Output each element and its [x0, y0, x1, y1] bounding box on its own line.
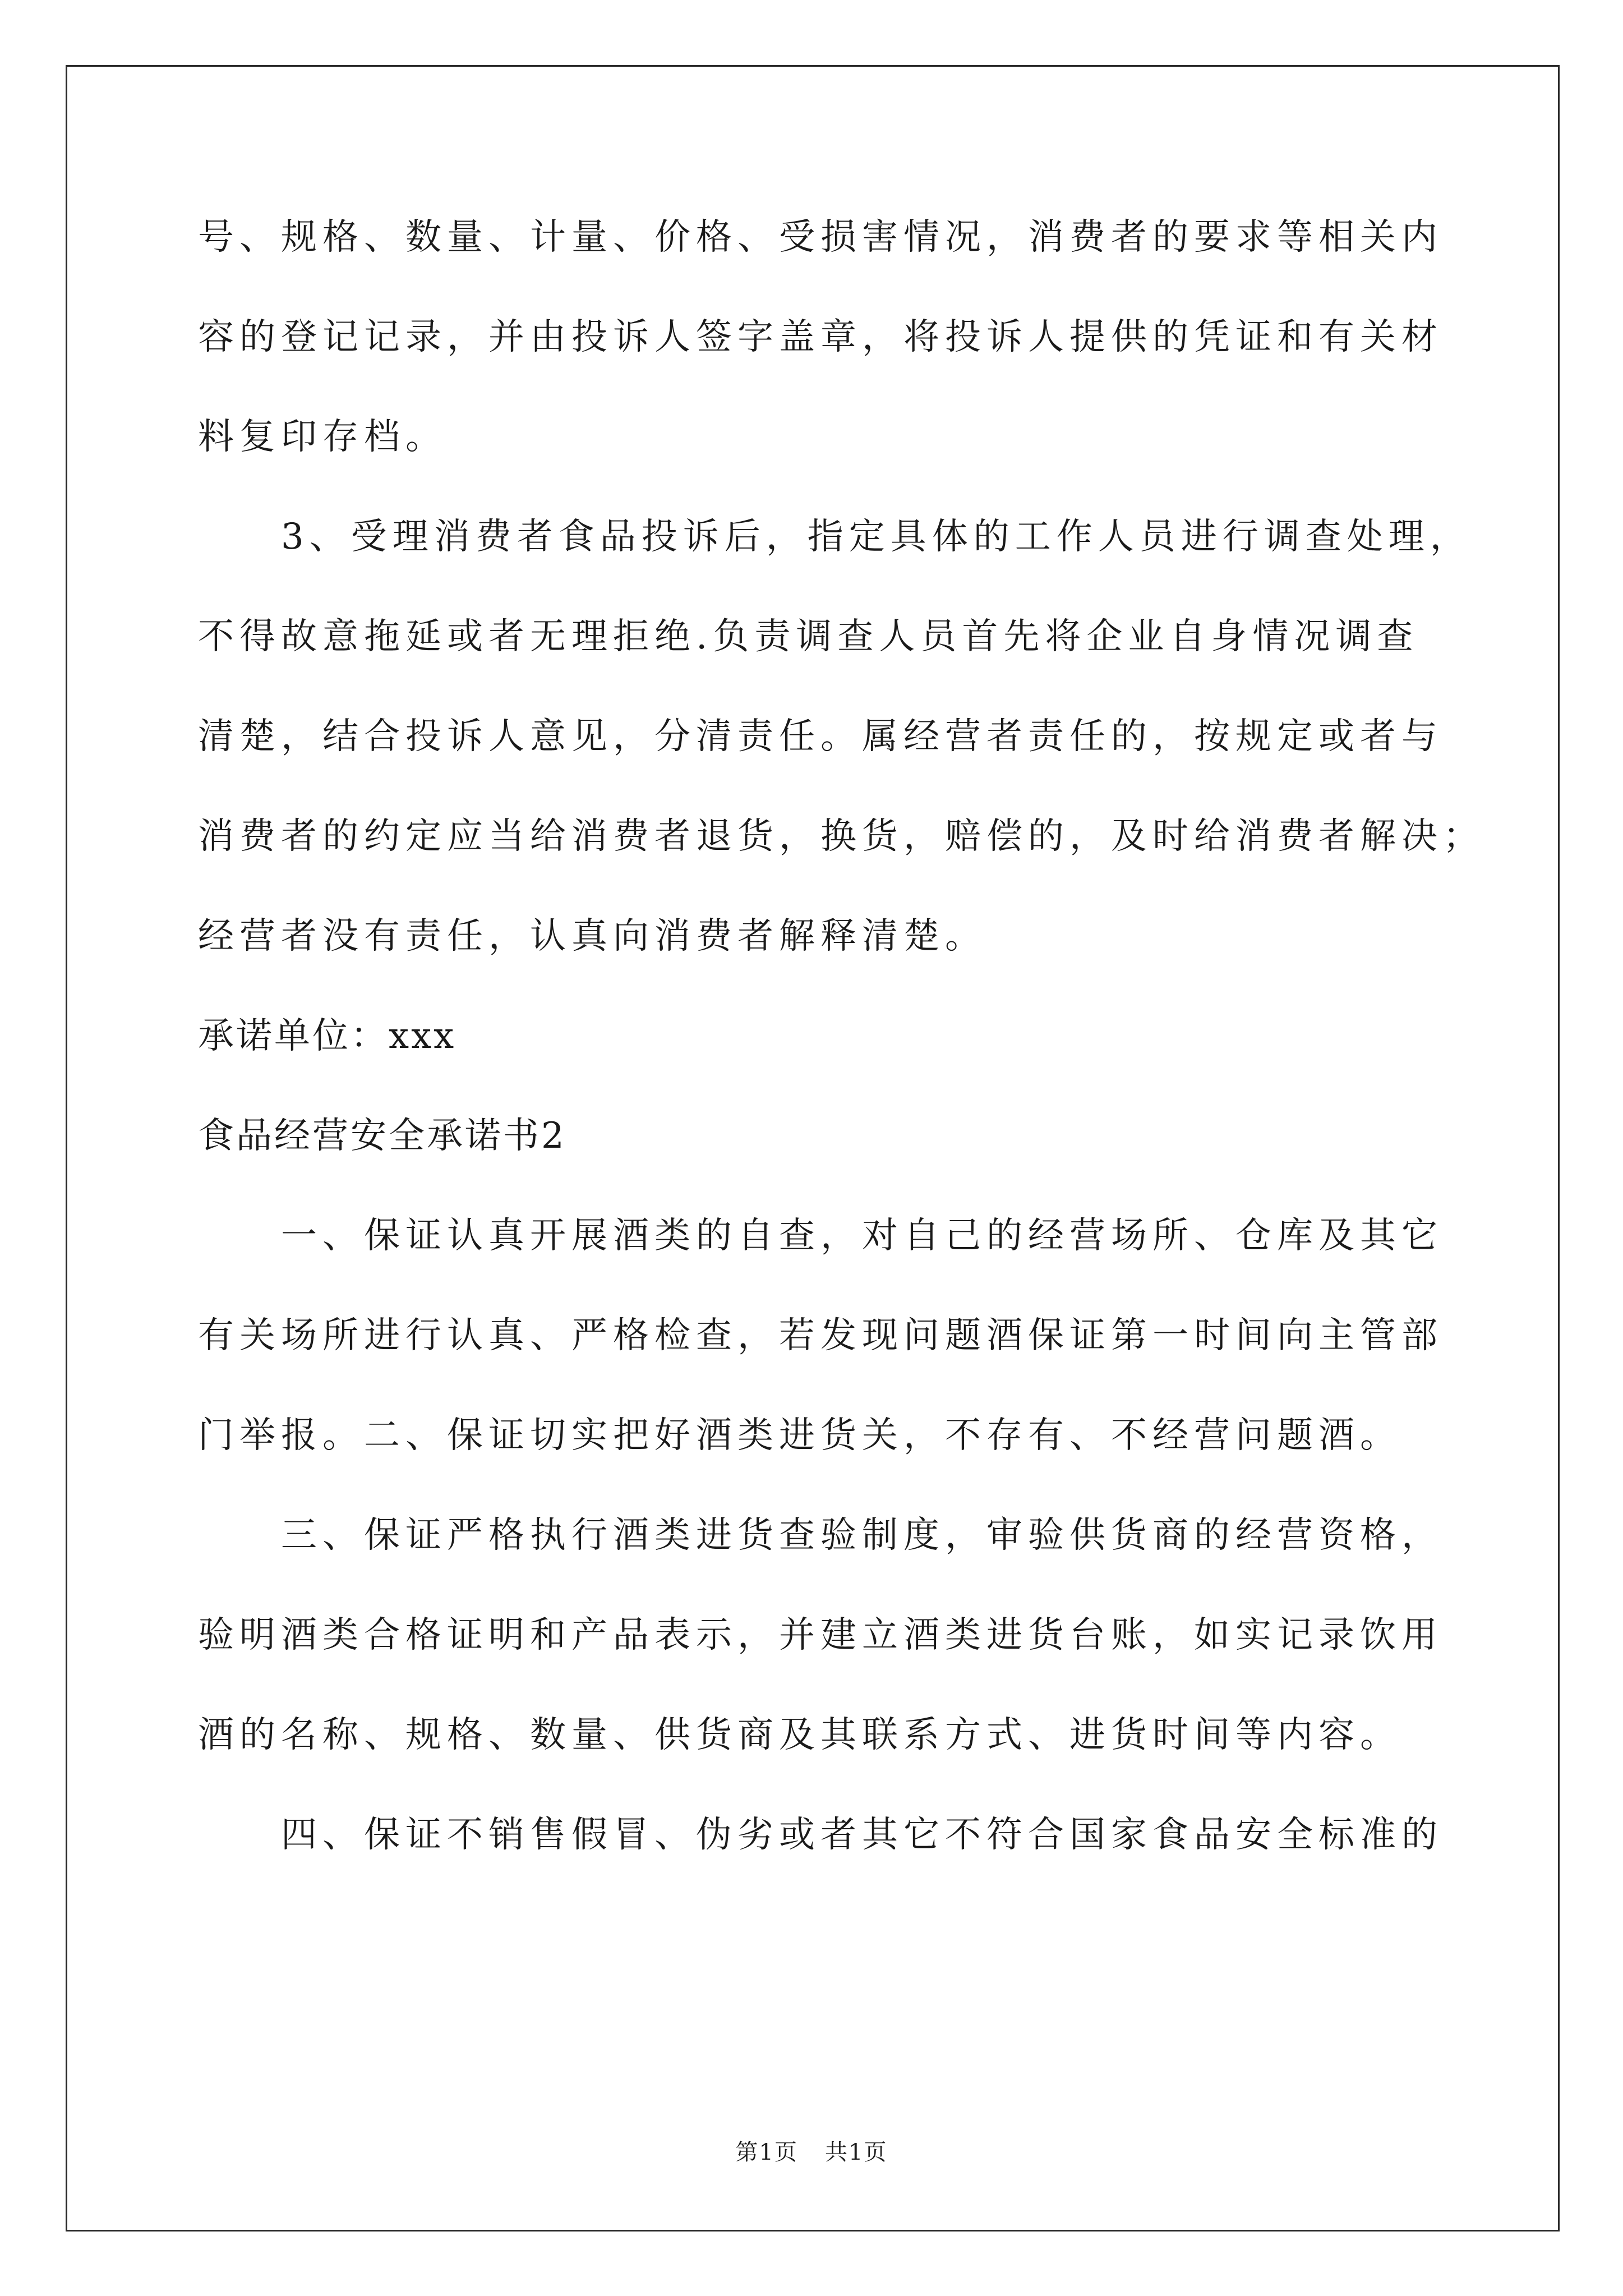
text-line: 一、保证认真开展酒类的自查，对自己的经营场所、仓库及其它 [198, 1215, 1443, 1257]
section-heading: 食品经营安全承诺书2 [198, 1115, 566, 1157]
text-line: 不得故意拖延或者无理拒绝.负责调查人员首先将企业自身情况调查 [198, 616, 1419, 657]
text-line: 四、保证不销售假冒、伪劣或者其它不符合国家食品安全标准的 [198, 1814, 1443, 1856]
text-line: 有关场所进行认真、严格检查，若发现问题酒保证第一时间向主管部 [198, 1315, 1443, 1356]
text-line: 号、规格、数量、计量、价格、受损害情况，消费者的要求等相关内 [198, 217, 1443, 258]
text-line: 料复印存档。 [198, 416, 447, 458]
text-line: 容的登记记录，并由投诉人签字盖章，将投诉人提供的凭证和有关材 [198, 316, 1443, 358]
text-line: 酒的名称、规格、数量、供货商及其联系方式、进货时间等内容。 [198, 1714, 1401, 1756]
paragraph-3-first-line: 3、受理消费者食品投诉后，指定具体的工作人员进行调查处理， [198, 516, 1472, 558]
text-line: 经营者没有责任，认真向消费者解释清楚。 [198, 915, 986, 957]
signatory-line: 承诺单位：xxx [198, 1015, 457, 1057]
page-footer [0, 2137, 1623, 2168]
text-line: 三、保证严格执行酒类进货查验制度，审验供货商的经营资格， [198, 1515, 1443, 1556]
page-number: 第1页 [735, 2139, 798, 2165]
page-total: 共1页 [825, 2139, 888, 2165]
text-line: 清楚，结合投诉人意见，分清责任。属经营者责任的，按规定或者与 [198, 716, 1443, 757]
text-line: 验明酒类合格证明和产品表示，并建立酒类进货台账，如实记录饮用 [198, 1614, 1443, 1656]
text-line: 消费者的约定应当给消费者退货，换货，赔偿的，及时给消费者解决； [198, 816, 1484, 857]
text-line: 门举报。二、保证切实把好酒类进货关，不存有、不经营问题酒。 [198, 1415, 1401, 1456]
